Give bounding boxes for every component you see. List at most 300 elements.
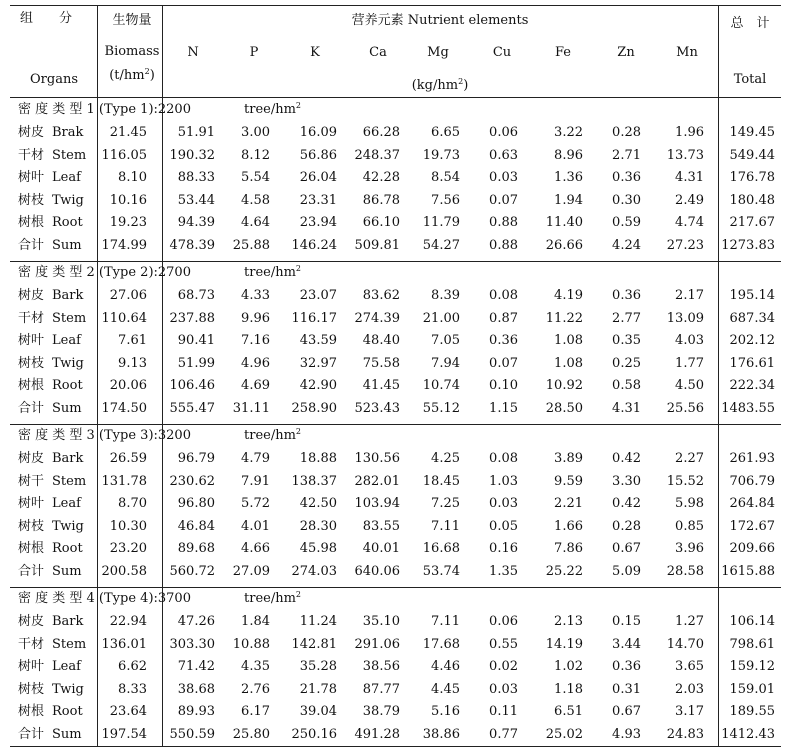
cell-nutrient: 560.72	[169, 564, 215, 579]
cell-nutrient: 4.96	[241, 355, 270, 371]
row-organ-zh: 树根	[18, 704, 45, 720]
cell-nutrient: 0.28	[612, 518, 641, 534]
cell-nutrient: 2.77	[612, 310, 641, 326]
cell-nutrient: 0.42	[612, 451, 641, 466]
row-organ-en: Leaf	[52, 170, 81, 186]
cell-nutrient: 31.11	[232, 401, 270, 416]
cell-nutrient: 4.19	[554, 288, 583, 303]
cell-nutrient: 9.96	[241, 310, 270, 326]
cell-nutrient: 6.51	[554, 704, 583, 720]
cell-nutrient: 15.52	[666, 473, 704, 489]
cell-total: 1615.88	[721, 564, 775, 579]
cell-nutrient: 5.54	[241, 170, 270, 186]
header-element: Zn	[617, 45, 635, 60]
row-organ-zh: 树叶	[18, 659, 45, 675]
cell-nutrient: 53.74	[422, 564, 460, 579]
cell-nutrient: 96.79	[177, 451, 215, 466]
cell-nutrient: 1.66	[554, 518, 583, 534]
cell-nutrient: 640.06	[354, 564, 400, 579]
cell-nutrient: 25.02	[545, 727, 583, 742]
cell-nutrient: 7.05	[431, 333, 460, 349]
cell-nutrient: 27.23	[666, 238, 704, 253]
cell-biomass: 7.61	[118, 333, 147, 349]
header-total-en: Total	[733, 72, 767, 87]
cell-nutrient: 23.31	[299, 192, 337, 208]
cell-nutrient: 0.87	[489, 310, 518, 326]
cell-nutrient: 0.08	[489, 451, 518, 466]
cell-nutrient: 23.94	[299, 215, 337, 231]
cell-nutrient: 0.25	[612, 355, 641, 371]
group-title: 密 度 类 型 4 (Type 4):3700	[18, 591, 191, 606]
cell-nutrient: 0.36	[612, 170, 641, 186]
cell-nutrient: 83.55	[362, 518, 400, 534]
row-organ-en: Leaf	[52, 333, 81, 349]
cell-nutrient: 130.56	[354, 451, 400, 466]
cell-nutrient: 0.07	[489, 192, 518, 208]
row-organ-en: Sum	[52, 727, 82, 742]
cell-nutrient: 0.63	[489, 147, 518, 163]
header-element: P	[249, 45, 259, 60]
cell-total: 1412.43	[721, 727, 775, 742]
cell-nutrient: 35.28	[299, 659, 337, 675]
cell-nutrient: 2.21	[554, 496, 583, 512]
cell-nutrient: 1.08	[554, 355, 583, 371]
cell-nutrient: 18.45	[422, 473, 460, 489]
cell-nutrient: 1.36	[554, 170, 583, 186]
group-title: 密 度 类 型 3 (Type 3):3200	[18, 428, 191, 443]
row-organ-en: Leaf	[52, 659, 81, 675]
cell-nutrient: 4.01	[241, 518, 270, 534]
cell-nutrient: 4.74	[675, 215, 704, 231]
row-organ-en: Root	[52, 215, 83, 231]
header-bottom-rule	[10, 97, 781, 98]
cell-nutrient: 1.18	[554, 681, 583, 697]
cell-total: 1483.55	[721, 401, 775, 416]
cell-nutrient: 0.58	[612, 378, 641, 394]
cell-nutrient: 3.44	[612, 636, 641, 652]
header-organs-en: Organs	[30, 72, 78, 87]
column-rule-total	[718, 5, 719, 746]
cell-nutrient: 2.49	[675, 192, 704, 208]
cell-nutrient: 8.54	[431, 170, 460, 186]
cell-nutrient: 26.66	[545, 238, 583, 253]
row-organ-zh: 树根	[18, 378, 45, 394]
cell-biomass: 174.99	[101, 238, 147, 253]
cell-nutrient: 51.99	[177, 355, 215, 371]
cell-nutrient: 4.25	[431, 451, 460, 466]
cell-biomass: 8.33	[118, 681, 147, 697]
cell-total: 180.48	[729, 192, 775, 208]
cell-nutrient: 0.42	[612, 496, 641, 512]
cell-biomass: 20.06	[109, 378, 147, 394]
cell-nutrient: 0.36	[612, 288, 641, 303]
cell-nutrient: 13.09	[666, 310, 704, 326]
cell-nutrient: 3.17	[675, 704, 704, 720]
cell-nutrient: 4.35	[241, 659, 270, 675]
cell-nutrient: 88.33	[177, 170, 215, 186]
cell-total: 706.79	[729, 473, 775, 489]
cell-biomass: 131.78	[101, 473, 147, 489]
cell-nutrient: 2.71	[612, 147, 641, 163]
cell-nutrient: 0.11	[489, 704, 518, 720]
cell-nutrient: 86.78	[362, 192, 400, 208]
cell-nutrient: 87.77	[362, 681, 400, 697]
cell-nutrient: 1.84	[241, 614, 270, 629]
cell-nutrient: 19.73	[422, 147, 460, 163]
cell-nutrient: 3.89	[554, 451, 583, 466]
cell-nutrient: 89.93	[177, 704, 215, 720]
cell-nutrient: 1.27	[675, 614, 704, 629]
cell-nutrient: 4.45	[431, 681, 460, 697]
cell-nutrient: 47.26	[177, 614, 215, 629]
cell-nutrient: 303.30	[169, 636, 215, 652]
cell-nutrient: 2.76	[241, 681, 270, 697]
cell-nutrient: 103.94	[354, 496, 400, 512]
cell-nutrient: 40.01	[362, 541, 400, 557]
cell-nutrient: 51.91	[177, 125, 215, 140]
cell-total: 209.66	[729, 541, 775, 557]
cell-nutrient: 0.36	[612, 659, 641, 675]
cell-nutrient: 66.10	[362, 215, 400, 231]
cell-nutrient: 28.30	[299, 518, 337, 534]
cell-biomass: 200.58	[101, 564, 147, 579]
cell-nutrient: 0.06	[489, 614, 518, 629]
cell-nutrient: 68.73	[177, 288, 215, 303]
cell-nutrient: 17.68	[422, 636, 460, 652]
cell-nutrient: 35.10	[362, 614, 400, 629]
cell-nutrient: 0.85	[675, 518, 704, 534]
cell-nutrient: 142.81	[291, 636, 337, 652]
cell-nutrient: 523.43	[354, 401, 400, 416]
cell-nutrient: 41.45	[362, 378, 400, 394]
cell-nutrient: 0.67	[612, 704, 641, 720]
cell-nutrient: 4.79	[241, 451, 270, 466]
cell-nutrient: 4.69	[241, 378, 270, 394]
cell-nutrient: 0.36	[489, 333, 518, 349]
cell-nutrient: 274.39	[354, 310, 400, 326]
cell-nutrient: 2.27	[675, 451, 704, 466]
cell-nutrient: 38.86	[422, 727, 460, 742]
cell-nutrient: 21.78	[299, 681, 337, 697]
row-organ-zh: 树皮	[18, 288, 45, 303]
row-organ-en: Sum	[52, 401, 82, 416]
row-organ-zh: 合计	[18, 401, 45, 416]
row-organ-en: Stem	[52, 310, 87, 326]
cell-nutrient: 0.88	[489, 238, 518, 253]
row-organ-en: Stem	[52, 473, 87, 489]
cell-nutrient: 25.80	[232, 727, 270, 742]
row-organ-en: Sum	[52, 564, 82, 579]
row-organ-zh: 合计	[18, 727, 45, 742]
cell-nutrient: 55.12	[422, 401, 460, 416]
row-organ-en: Leaf	[52, 496, 81, 512]
cell-nutrient: 32.97	[299, 355, 337, 371]
row-organ-zh: 树干	[18, 473, 45, 489]
cell-nutrient: 1.77	[675, 355, 704, 371]
cell-nutrient: 282.01	[354, 473, 400, 489]
cell-nutrient: 27.09	[232, 564, 270, 579]
cell-nutrient: 71.42	[177, 659, 215, 675]
cell-nutrient: 4.24	[612, 238, 641, 253]
cell-total: 261.93	[729, 451, 775, 466]
cell-nutrient: 0.07	[489, 355, 518, 371]
cell-nutrient: 38.68	[177, 681, 215, 697]
cell-nutrient: 8.12	[241, 147, 270, 163]
cell-nutrient: 38.79	[362, 704, 400, 720]
cell-nutrient: 7.56	[431, 192, 460, 208]
cell-total: 159.01	[729, 681, 775, 697]
cell-total: 195.14	[729, 288, 775, 303]
cell-nutrient: 0.06	[489, 125, 518, 140]
cell-nutrient: 7.91	[241, 473, 270, 489]
cell-nutrient: 7.11	[431, 614, 460, 629]
cell-nutrient: 1.35	[489, 564, 518, 579]
row-organ-en: Stem	[52, 636, 87, 652]
row-organ-en: Sum	[52, 238, 82, 253]
cell-nutrient: 0.28	[612, 125, 641, 140]
cell-nutrient: 16.09	[299, 125, 337, 140]
header-biomass-en: Biomass	[104, 44, 160, 59]
cell-nutrient: 0.05	[489, 518, 518, 534]
row-organ-en: Twig	[52, 355, 84, 371]
cell-total: 172.67	[729, 518, 775, 534]
cell-total: 202.12	[729, 333, 775, 349]
cell-nutrient: 11.22	[545, 310, 583, 326]
row-organ-en: Twig	[52, 681, 84, 697]
cell-nutrient: 5.72	[241, 496, 270, 512]
cell-nutrient: 16.68	[422, 541, 460, 557]
cell-nutrient: 5.98	[675, 496, 704, 512]
cell-nutrient: 291.06	[354, 636, 400, 652]
cell-biomass: 23.20	[109, 541, 147, 557]
table-top-rule	[10, 5, 781, 6]
cell-nutrient: 2.17	[675, 288, 704, 303]
cell-nutrient: 1.08	[554, 333, 583, 349]
cell-nutrient: 3.00	[241, 125, 270, 140]
row-organ-zh: 树枝	[18, 518, 45, 534]
cell-nutrient: 190.32	[169, 147, 215, 163]
cell-nutrient: 237.88	[169, 310, 215, 326]
cell-nutrient: 10.88	[232, 636, 270, 652]
cell-nutrient: 5.09	[612, 564, 641, 579]
cell-nutrient: 3.22	[554, 125, 583, 140]
cell-nutrient: 250.16	[291, 727, 337, 742]
cell-nutrient: 2.13	[554, 614, 583, 629]
header-nutrient-unit: $(kg/hm^2)$	[411, 77, 469, 93]
row-organ-zh: 干材	[18, 636, 45, 652]
cell-nutrient: 66.28	[362, 125, 400, 140]
cell-biomass: 10.30	[109, 518, 147, 534]
row-organ-en: Twig	[52, 518, 84, 534]
cell-total: 549.44	[729, 147, 775, 163]
cell-total: 798.61	[729, 636, 775, 652]
row-organ-zh: 树根	[18, 541, 45, 557]
cell-nutrient: 1.94	[554, 192, 583, 208]
cell-biomass: 19.23	[109, 215, 147, 231]
row-organ-zh: 树皮	[18, 451, 45, 466]
cell-nutrient: 1.03	[489, 473, 518, 489]
cell-biomass: 8.70	[118, 496, 147, 512]
cell-biomass: 10.16	[109, 192, 147, 208]
cell-nutrient: 0.03	[489, 496, 518, 512]
row-organ-en: Bark	[52, 614, 84, 629]
cell-nutrient: 146.24	[291, 238, 337, 253]
cell-nutrient: 28.50	[545, 401, 583, 416]
cell-nutrient: 4.33	[241, 288, 270, 303]
group-density-unit: tree/$hm^2$	[244, 101, 301, 117]
cell-nutrient: 26.04	[299, 170, 337, 186]
row-organ-en: Stem	[52, 147, 87, 163]
cell-nutrient: 491.28	[354, 727, 400, 742]
header-element: Cu	[492, 45, 512, 60]
cell-nutrient: 25.22	[545, 564, 583, 579]
header-biomass-zh: 生物量	[112, 13, 152, 28]
cell-nutrient: 0.35	[612, 333, 641, 349]
cell-nutrient: 11.24	[299, 614, 337, 629]
row-organ-en: Bark	[52, 451, 84, 466]
cell-nutrient: 53.44	[177, 192, 215, 208]
cell-nutrient: 42.28	[362, 170, 400, 186]
group-separator	[10, 424, 781, 425]
cell-nutrient: 4.31	[612, 401, 641, 416]
cell-nutrient: 0.88	[489, 215, 518, 231]
cell-nutrient: 478.39	[169, 238, 215, 253]
cell-nutrient: 25.88	[232, 238, 270, 253]
row-organ-zh: 树皮	[18, 125, 45, 140]
cell-biomass: 6.62	[118, 659, 147, 675]
cell-nutrient: 230.62	[169, 473, 215, 489]
cell-nutrient: 4.66	[241, 541, 270, 557]
cell-nutrient: 3.30	[612, 473, 641, 489]
cell-nutrient: 550.59	[169, 727, 215, 742]
cell-nutrient: 0.15	[612, 614, 641, 629]
cell-nutrient: 4.46	[431, 659, 460, 675]
header-element: K	[310, 45, 320, 60]
cell-nutrient: 3.65	[675, 659, 704, 675]
cell-nutrient: 8.96	[554, 147, 583, 163]
cell-nutrient: 18.88	[299, 451, 337, 466]
cell-nutrient: 83.62	[362, 288, 400, 303]
cell-nutrient: 0.08	[489, 288, 518, 303]
cell-nutrient: 509.81	[354, 238, 400, 253]
cell-nutrient: 45.98	[299, 541, 337, 557]
header-element: Fe	[554, 45, 572, 60]
cell-nutrient: 0.77	[489, 727, 518, 742]
header-total-zh: 总 计	[730, 16, 770, 31]
header-element: Ca	[369, 45, 387, 60]
group-title: 密 度 类 型 1 (Type 1):2200	[18, 102, 191, 117]
cell-nutrient: 42.90	[299, 378, 337, 394]
group-separator	[10, 587, 781, 588]
cell-total: 222.34	[729, 378, 775, 394]
cell-nutrient: 11.40	[545, 215, 583, 231]
group-density-unit: tree/$hm^2$	[244, 590, 301, 606]
cell-total: 217.67	[729, 215, 775, 231]
row-organ-zh: 树皮	[18, 614, 45, 629]
cell-biomass: 21.45	[109, 125, 147, 140]
cell-biomass: 197.54	[101, 727, 147, 742]
cell-total: 1273.83	[721, 238, 775, 253]
header-organs-zh: 组 分	[20, 11, 73, 26]
cell-nutrient: 43.59	[299, 333, 337, 349]
cell-total: 189.55	[729, 704, 775, 720]
cell-nutrient: 555.47	[169, 401, 215, 416]
cell-biomass: 110.64	[101, 310, 147, 326]
cell-nutrient: 4.50	[675, 378, 704, 394]
cell-biomass: 8.10	[118, 170, 147, 186]
cell-nutrient: 0.67	[612, 541, 641, 557]
cell-nutrient: 248.37	[354, 147, 400, 163]
cell-nutrient: 90.41	[177, 333, 215, 349]
row-organ-en: Brak	[52, 125, 84, 140]
cell-nutrient: 7.16	[241, 333, 270, 349]
cell-biomass: 26.59	[109, 451, 147, 466]
cell-nutrient: 21.00	[422, 310, 460, 326]
row-organ-en: Twig	[52, 192, 84, 208]
cell-nutrient: 0.59	[612, 215, 641, 231]
group-density-unit: tree/$hm^2$	[244, 264, 301, 280]
row-organ-zh: 树叶	[18, 496, 45, 512]
cell-nutrient: 7.94	[431, 355, 460, 371]
cell-nutrient: 1.96	[675, 125, 704, 140]
cell-nutrient: 7.11	[431, 518, 460, 534]
cell-nutrient: 13.73	[666, 147, 704, 163]
row-organ-zh: 树根	[18, 215, 45, 231]
group-separator	[10, 261, 781, 262]
group-title: 密 度 类 型 2 (Type 2):2700	[18, 265, 191, 280]
cell-nutrient: 89.68	[177, 541, 215, 557]
cell-biomass: 23.64	[109, 704, 147, 720]
row-organ-zh: 树枝	[18, 192, 45, 208]
cell-nutrient: 1.15	[489, 401, 518, 416]
cell-nutrient: 38.56	[362, 659, 400, 675]
row-organ-zh: 树枝	[18, 355, 45, 371]
cell-nutrient: 0.31	[612, 681, 641, 697]
cell-nutrient: 10.74	[422, 378, 460, 394]
cell-nutrient: 56.86	[299, 147, 337, 163]
cell-nutrient: 0.03	[489, 681, 518, 697]
cell-nutrient: 1.02	[554, 659, 583, 675]
cell-nutrient: 0.02	[489, 659, 518, 675]
row-organ-zh: 干材	[18, 147, 45, 163]
cell-nutrient: 3.96	[675, 541, 704, 557]
cell-nutrient: 0.10	[489, 378, 518, 394]
cell-nutrient: 14.70	[666, 636, 704, 652]
cell-nutrient: 25.56	[666, 401, 704, 416]
header-element: Mg	[427, 45, 449, 60]
cell-total: 106.14	[729, 614, 775, 629]
row-organ-zh: 合计	[18, 564, 45, 579]
cell-nutrient: 28.58	[666, 564, 704, 579]
cell-nutrient: 11.79	[422, 215, 460, 231]
row-organ-zh: 树叶	[18, 333, 45, 349]
cell-biomass: 27.06	[109, 288, 147, 303]
header-element: N	[187, 45, 199, 60]
cell-nutrient: 54.27	[422, 238, 460, 253]
cell-nutrient: 106.46	[169, 378, 215, 394]
header-element: Mn	[676, 45, 698, 60]
cell-nutrient: 258.90	[291, 401, 337, 416]
cell-biomass: 22.94	[109, 614, 147, 629]
cell-nutrient: 96.80	[177, 496, 215, 512]
cell-total: 176.61	[729, 355, 775, 371]
cell-nutrient: 0.16	[489, 541, 518, 557]
cell-nutrient: 9.59	[554, 473, 583, 489]
cell-biomass: 9.13	[118, 355, 147, 371]
cell-nutrient: 8.39	[431, 288, 460, 303]
cell-biomass: 116.05	[101, 147, 147, 163]
cell-nutrient: 4.31	[675, 170, 704, 186]
